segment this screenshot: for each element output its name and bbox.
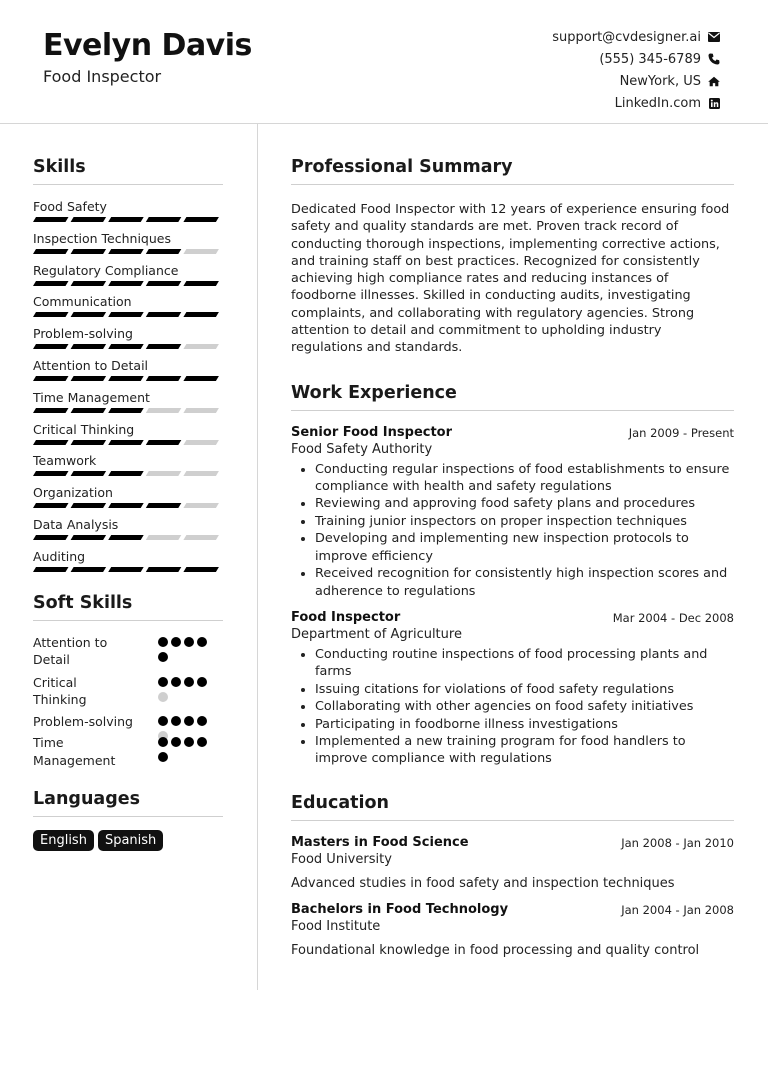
job-title: Food Inspector [291,609,401,625]
soft-skill-item [33,713,223,731]
skill-label: Critical Thinking [33,421,135,437]
job-bullet: • Conducting regular inspections of food establishments to ensure compliance with health and safety regulations [315,461,734,496]
linkedin-text: LinkedIn.com [614,95,701,111]
skill-item [33,259,223,291]
skill-level-bar [33,249,223,254]
skill-segment [108,312,144,317]
job-organization: Food Safety Authority [291,441,433,457]
job-bullets [291,461,734,600]
skills-heading: Skills [33,157,223,185]
soft-skills-list [33,634,223,770]
job-bullets [291,646,734,768]
skill-segment [71,281,107,286]
soft-skill-label: Critical Thinking [33,674,87,708]
skill-segment [71,535,107,540]
skill-segment [183,312,219,317]
soft-skill-dots [158,637,218,667]
skill-segment [146,535,182,540]
skill-segment [146,217,182,222]
skill-segment [108,376,144,381]
skill-item [33,449,223,481]
rating-dot [158,752,168,762]
education-degree: Masters in Food Science [291,834,469,850]
job-entry [291,610,734,768]
education-degree: Bachelors in Food Technology [291,901,509,917]
skill-segment [33,344,69,349]
job-bullet: • Developing and implementing new inspection protocols to improve efficiency [315,530,734,565]
skill-level-bar [33,344,223,349]
contact-email[interactable] [552,26,720,48]
summary-text: Dedicated Food Inspector with 12 years of experience ensuring food safety and quality standards are met. Proven track record of conducting thorough inspections, implementing corrective actions, and training staff on best practices. Recognized for consistently achieving high compliance rates and reducing instances of foodborne illnesses. Skilled in conducting audits, investigating complaints, and collaborating with regulatory agencies. Strong attention to detail and commitment to upholding industry regulations and standards. [291,202,730,356]
soft-skill-item [33,634,223,669]
language-tag: Spanish [98,830,163,851]
phone-text: (555) 345-6789 [599,51,701,67]
skill-segment [183,281,219,286]
skill-segment [108,440,144,445]
skill-level-bar [33,440,223,445]
education-description: Foundational knowledge in food processing and quality control [291,942,700,958]
job-bullet: • Training junior inspectors on proper inspection techniques [315,513,734,530]
resume-header [0,0,768,124]
skill-label: Communication [33,294,132,310]
skill-segment [71,217,107,222]
education-school: Food Institute [291,918,381,934]
soft-skills-heading: Soft Skills [33,593,223,621]
rating-dot [197,737,207,747]
soft-skill-item [33,674,223,709]
skill-segment [33,249,69,254]
skill-segment [183,503,219,508]
skill-item [33,322,223,354]
education-heading: Education [291,793,734,821]
job-organization: Department of Agriculture [291,626,462,642]
skill-segment [71,440,107,445]
skill-segment [71,249,107,254]
right-column [291,157,734,958]
skill-item [33,418,223,450]
skill-segment [33,503,69,508]
skill-segment [108,535,144,540]
skill-segment [71,567,107,572]
education-date: Jan 2004 - Jan 2008 [621,902,734,917]
skill-segment [33,471,69,476]
rating-dot [197,716,207,726]
skill-segment [146,503,182,508]
column-divider [257,124,258,990]
skill-segment [146,408,182,413]
skill-item [33,545,223,577]
location-text: NewYork, US [619,73,701,89]
rating-dot [197,637,207,647]
skill-segment [108,249,144,254]
skill-segment [33,376,69,381]
skill-level-bar [33,535,223,540]
rating-dot [184,737,194,747]
job-title: Senior Food Inspector [291,424,453,440]
skill-label: Organization [33,485,113,501]
skill-level-bar [33,408,223,413]
home-icon [708,75,720,87]
experience-list [291,425,734,768]
summary-heading: Professional Summary [291,157,734,185]
job-date: Jan 2009 - Present [628,425,734,440]
skill-segment [33,217,69,222]
skill-segment [108,217,144,222]
skill-segment [108,567,144,572]
skill-level-bar [33,312,223,317]
skill-level-bar [33,567,223,572]
skill-segment [146,440,182,445]
skill-segment [71,344,107,349]
skill-level-bar [33,376,223,381]
skill-item [33,195,223,227]
skill-label: Food Safety [33,199,107,214]
contact-phone[interactable] [552,48,720,70]
skill-segment [183,567,219,572]
education-date: Jan 2008 - Jan 2010 [621,835,734,850]
rating-dot [171,637,181,647]
skill-segment [183,344,219,349]
skill-segment [108,471,144,476]
left-column [33,157,223,851]
skills-list [33,195,223,577]
skill-segment [183,249,219,254]
skill-segment [71,503,107,508]
skill-level-bar [33,281,223,286]
candidate-name: Evelyn Davis [43,28,252,63]
skill-label: Time Management [33,389,150,405]
skill-segment [33,408,69,413]
job-bullet: • Participating in foodborne illness investigations [315,716,734,733]
skill-segment [183,440,219,445]
language-tag: English [33,830,94,851]
skill-segment [108,408,144,413]
skill-item [33,354,223,386]
job-bullet: • Received recognition for consistently high inspection scores and adherence to regulations [315,565,734,600]
skill-segment [146,249,182,254]
skill-segment [71,376,107,381]
languages-list [33,830,223,851]
skill-segment [108,503,144,508]
skill-segment [71,471,107,476]
skill-segment [33,281,69,286]
skill-label: Problem-solving [33,326,133,342]
skill-segment [33,535,69,540]
education-entry [291,902,734,958]
rating-dot [184,677,194,687]
education-description: Advanced studies in food safety and inspection techniques [291,875,675,891]
rating-dot [158,637,168,647]
skill-segment [183,217,219,222]
candidate-title: Food Inspector [43,67,162,86]
skill-segment [71,408,107,413]
job-bullet: • Reviewing and approving food safety plans and procedures [315,495,734,512]
languages-heading: Languages [33,789,223,817]
skill-level-bar [33,503,223,508]
skill-segment [183,471,219,476]
contact-location [552,70,720,92]
skill-item [33,290,223,322]
skill-segment [146,344,182,349]
rating-dot [158,677,168,687]
email-text: support@cvdesigner.ai [552,29,701,45]
skill-level-bar [33,217,223,222]
job-entry [291,425,734,600]
skill-segment [183,535,219,540]
contact-linkedin[interactable] [552,92,720,114]
skill-label: Auditing [33,548,86,564]
rating-dot [184,637,194,647]
job-date: Mar 2004 - Dec 2008 [612,610,734,625]
skill-item [33,227,223,259]
skill-label: Teamwork [33,453,97,469]
education-list [291,835,734,958]
soft-skill-item [33,734,223,769]
linkedin-icon [708,97,720,109]
skill-segment [146,312,182,317]
skill-level-bar [33,471,223,476]
skill-segment [108,281,144,286]
skill-label: Regulatory Compliance [33,262,179,278]
skill-segment [146,471,182,476]
skill-segment [146,376,182,381]
soft-skill-label: Problem-solving [33,713,133,729]
skill-label: Inspection Techniques [33,230,171,246]
rating-dot [171,677,181,687]
skill-segment [146,281,182,286]
phone-icon [708,53,720,65]
skill-item [33,513,223,545]
skill-segment [33,440,69,445]
job-bullet: • Issuing citations for violations of food safety regulations [315,681,734,698]
envelope-icon [708,31,720,43]
rating-dot [184,716,194,726]
soft-skill-dots [158,737,218,767]
soft-skill-label: Time Management [33,735,116,768]
skill-label: Data Analysis [33,516,119,532]
rating-dot [197,677,207,687]
skill-segment [108,344,144,349]
experience-heading: Work Experience [291,383,734,411]
skill-segment [146,567,182,572]
skill-item [33,386,223,418]
skill-segment [183,408,219,413]
education-school: Food University [291,851,392,867]
skill-segment [71,312,107,317]
soft-skill-label: Attention to Detail [33,634,108,668]
rating-dot [158,692,168,702]
skill-item [33,481,223,513]
rating-dot [158,737,168,747]
rating-dot [158,716,168,726]
skill-segment [183,376,219,381]
skill-segment [33,567,69,572]
rating-dot [171,737,181,747]
contact-list [552,26,720,114]
skill-label: Attention to Detail [33,357,149,373]
soft-skill-dots [158,677,218,707]
job-bullet: • Conducting routine inspections of food processing plants and farms [315,646,734,681]
education-entry [291,835,734,891]
job-bullet: • Collaborating with other agencies on food safety initiatives [315,698,734,715]
skill-segment [33,312,69,317]
rating-dot [158,652,168,662]
rating-dot [171,716,181,726]
job-bullet: • Implemented a new training program for food handlers to improve compliance with regulations [315,733,734,768]
